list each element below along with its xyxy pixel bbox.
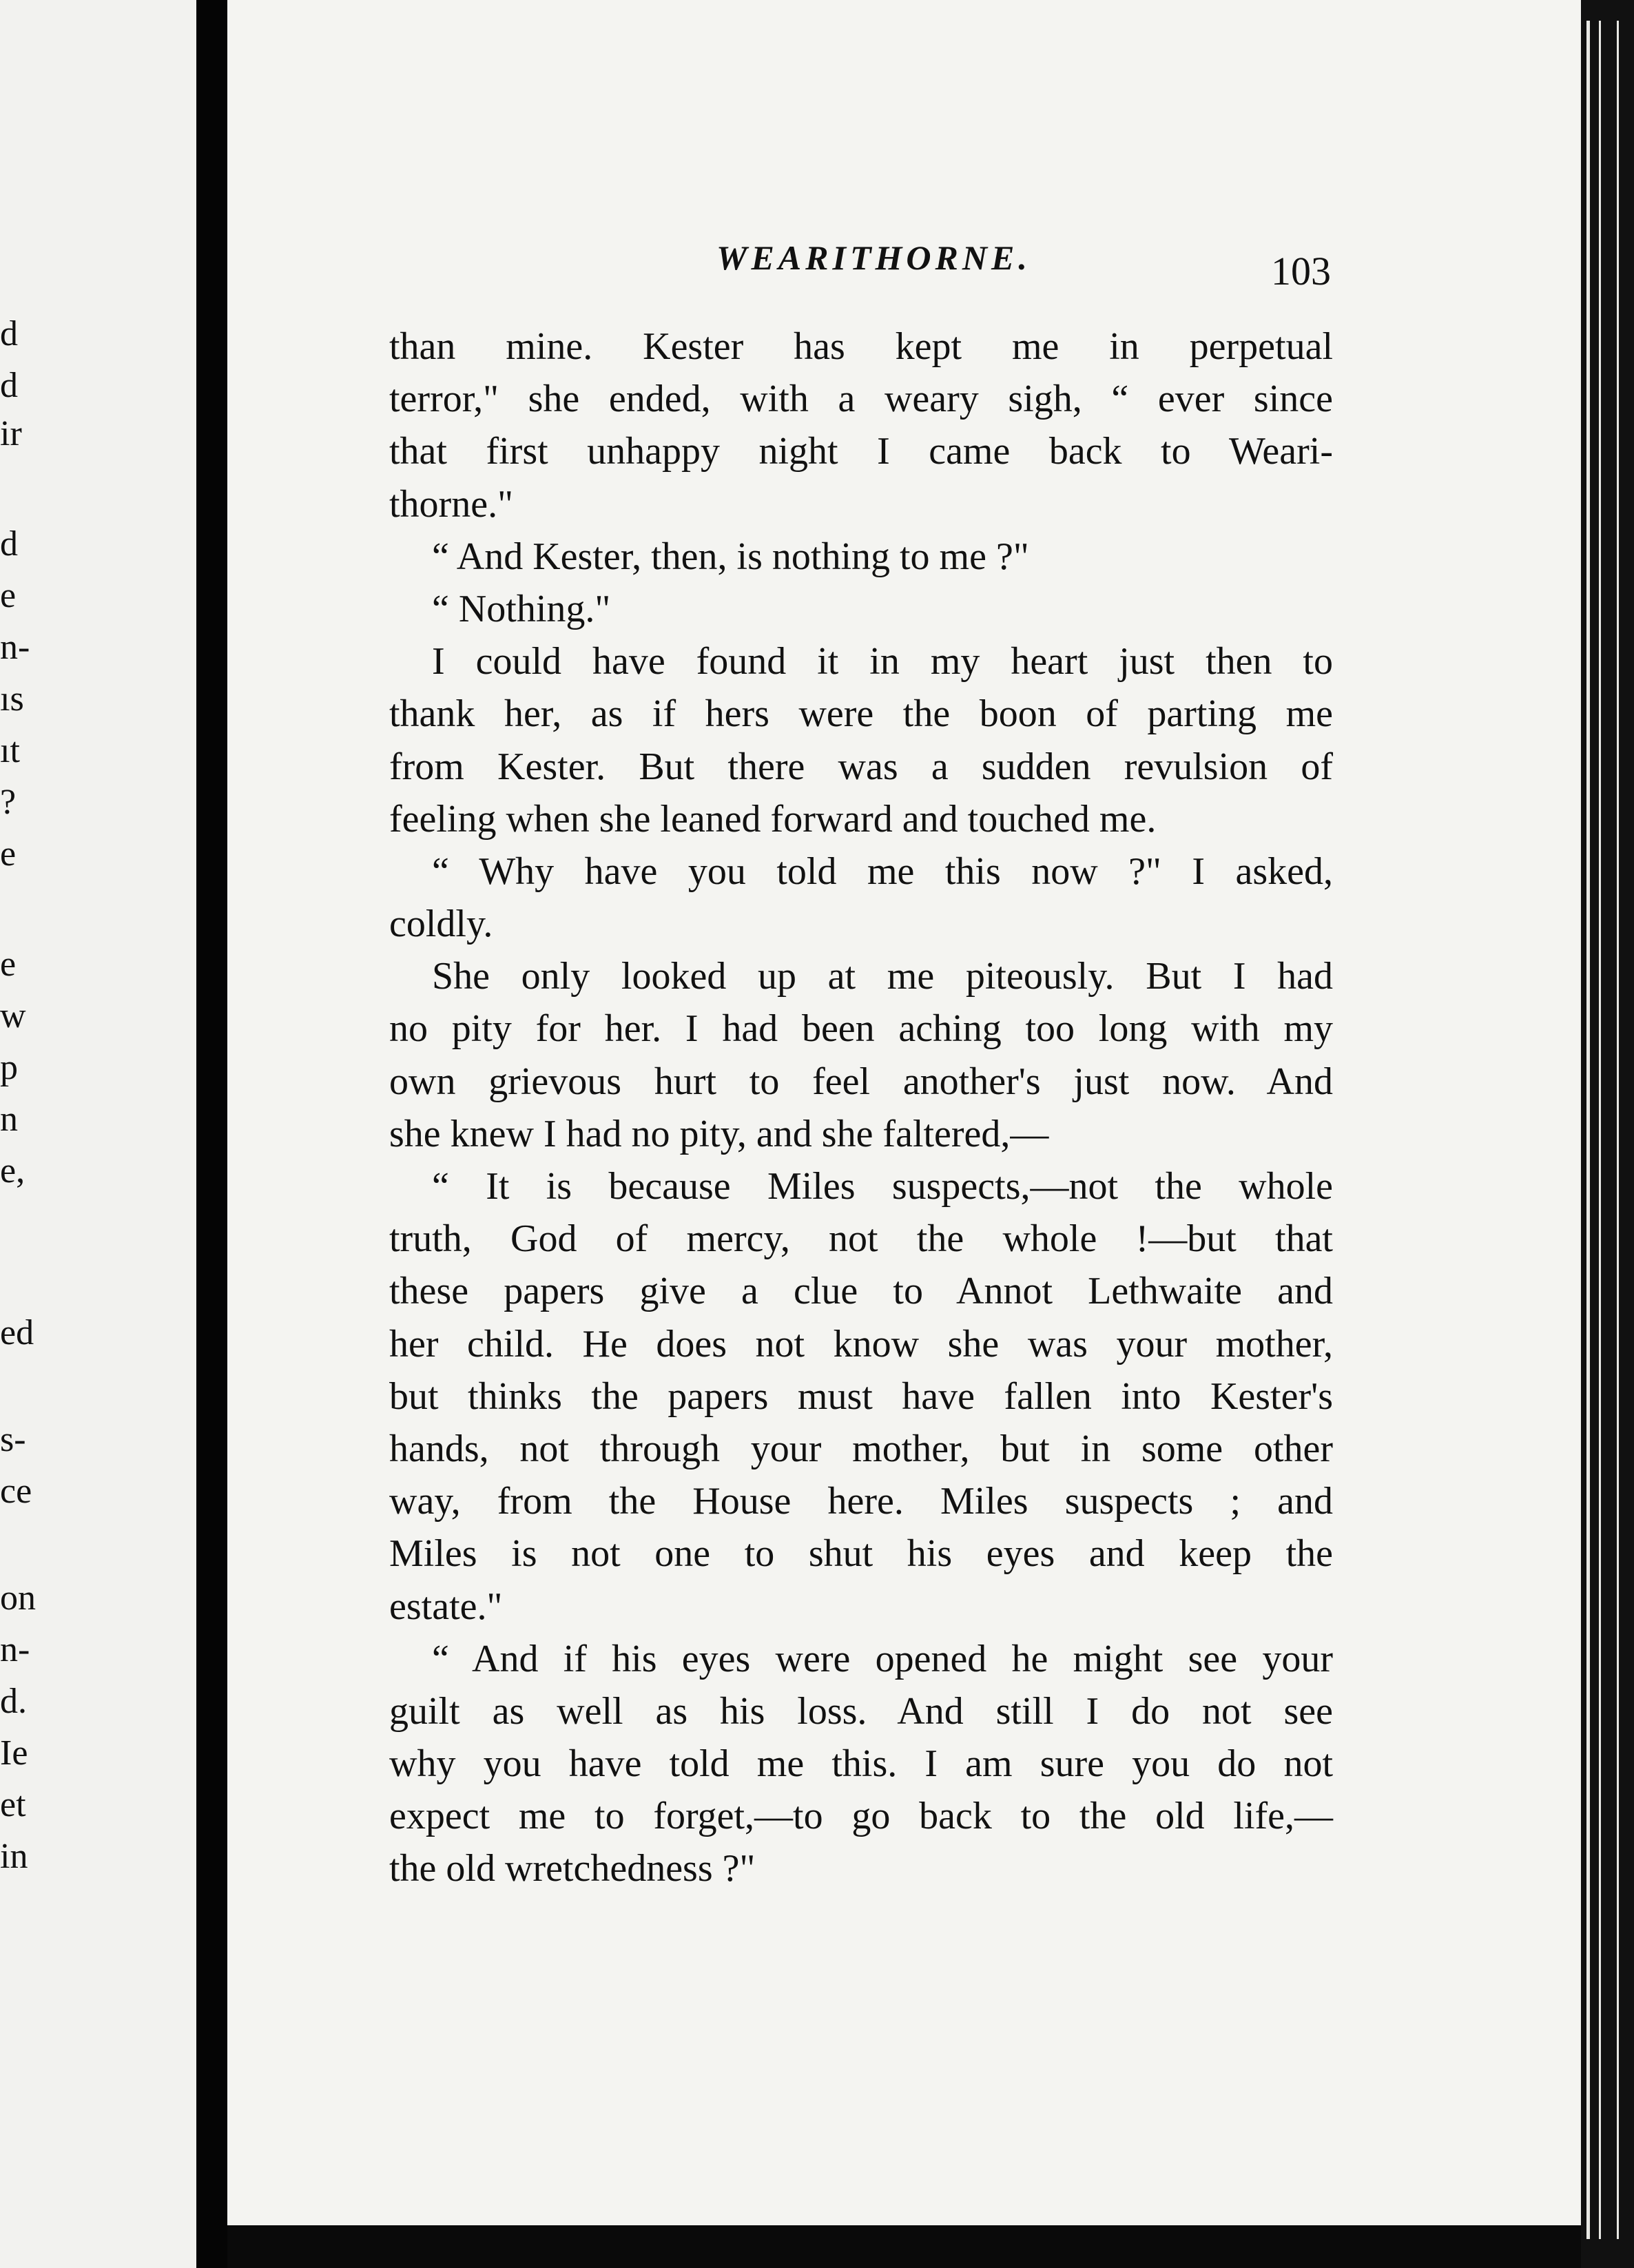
text-line: thank her, as if hers were the boon of parting me: [389, 692, 1333, 736]
text-line: “ Nothing.": [432, 587, 611, 630]
left-page-fragment: ?: [0, 783, 17, 822]
left-page-fragment: ıt: [0, 731, 20, 770]
left-page-fragment: ıs: [0, 679, 24, 719]
text-line: these papers give a clue to Annot Lethwaite and: [389, 1270, 1333, 1313]
text-line: she knew I had no pity, and she faltered,—: [389, 1112, 1049, 1155]
page-edge-line: [1586, 21, 1590, 2239]
page-edge-line: [1599, 21, 1601, 2239]
text-line: coldly.: [389, 903, 493, 946]
left-page-fragment: n-: [0, 628, 30, 667]
text-line: than mine. Kester has kept me in perpetual: [389, 325, 1333, 368]
left-page-fragment: on: [0, 1578, 36, 1618]
text-line: no pity for her. I had been aching too long with my: [389, 1007, 1333, 1051]
text-line: terror," she ended, with a weary sigh, “ ever since: [389, 378, 1333, 421]
page-edge-bottom: [227, 2225, 1581, 2268]
left-facing-page: [0, 0, 196, 2268]
left-page-fragment: d: [0, 314, 18, 353]
body-text: [389, 320, 1333, 1895]
left-page-fragment: d.: [0, 1682, 27, 1721]
text-line: “ And Kester, then, is nothing to me ?": [432, 535, 1029, 578]
left-page-fragment: d: [0, 366, 18, 405]
text-line: I could have found it in my heart just then to: [432, 640, 1333, 683]
left-page-fragment: ed: [0, 1313, 34, 1352]
left-page-fragment: s-: [0, 1420, 26, 1459]
text-line: expect me to forget,—to go back to the old life,—: [389, 1795, 1333, 1838]
text-line: Miles is not one to shut his eyes and keep the: [389, 1532, 1333, 1576]
left-page-fragment: d: [0, 524, 18, 564]
left-page-fragment: e: [0, 945, 17, 984]
page-edge-right: [1581, 0, 1634, 2268]
book-gutter: [196, 0, 227, 2268]
left-page-fragment: e,: [0, 1151, 25, 1190]
left-page-fragment: w: [0, 996, 26, 1035]
left-page-fragment: n-: [0, 1630, 30, 1669]
text-line: why you have told me this. I am sure you do not: [389, 1742, 1333, 1786]
text-line: “ Why have you told me this now ?" I asked,: [432, 849, 1333, 893]
running-head: WEARITHORNE.: [716, 238, 1031, 277]
text-line: that first unhappy night I came back to Weari-: [389, 430, 1333, 473]
left-page-fragment: in: [0, 1837, 28, 1876]
page-number: 103: [1271, 249, 1331, 293]
left-page-fragment: n: [0, 1100, 18, 1139]
text-line: She only looked up at me piteously. But I had: [432, 955, 1333, 998]
text-line: own grievous hurt to feel another's just now. And: [389, 1060, 1333, 1103]
text-line: guilt as well as his loss. And still I do not see: [389, 1689, 1333, 1733]
text-line: estate.": [389, 1585, 503, 1628]
text-line: “ And if his eyes were opened he might see your: [432, 1637, 1333, 1680]
text-line: hands, not through your mother, but in some other: [389, 1427, 1333, 1470]
left-page-fragment: p: [0, 1048, 18, 1087]
page-edge-line: [1617, 21, 1619, 2239]
left-page-fragment: e: [0, 576, 17, 615]
left-page-fragment: Ie: [0, 1733, 28, 1773]
text-line: way, from the House here. Miles suspects ; and: [389, 1480, 1333, 1523]
left-page-fragment: ce: [0, 1472, 32, 1511]
text-line: feeling when she leaned forward and touched me.: [389, 797, 1157, 841]
text-line: “ It is because Miles suspects,—not the whole: [432, 1165, 1333, 1208]
left-page-fragment: et: [0, 1785, 26, 1824]
text-line: thorne.": [389, 482, 513, 526]
left-page-fragment: e: [0, 834, 17, 874]
text-line: but thinks the papers must have fallen into Kester's: [389, 1374, 1333, 1418]
text-line: truth, God of mercy, not the whole !—but that: [389, 1217, 1333, 1261]
left-page-fragment: ir: [0, 414, 22, 453]
text-line: from Kester. But there was a sudden revulsion of: [389, 745, 1333, 788]
text-line: her child. He does not know she was your mother,: [389, 1322, 1333, 1365]
text-line: the old wretchedness ?": [389, 1847, 756, 1890]
